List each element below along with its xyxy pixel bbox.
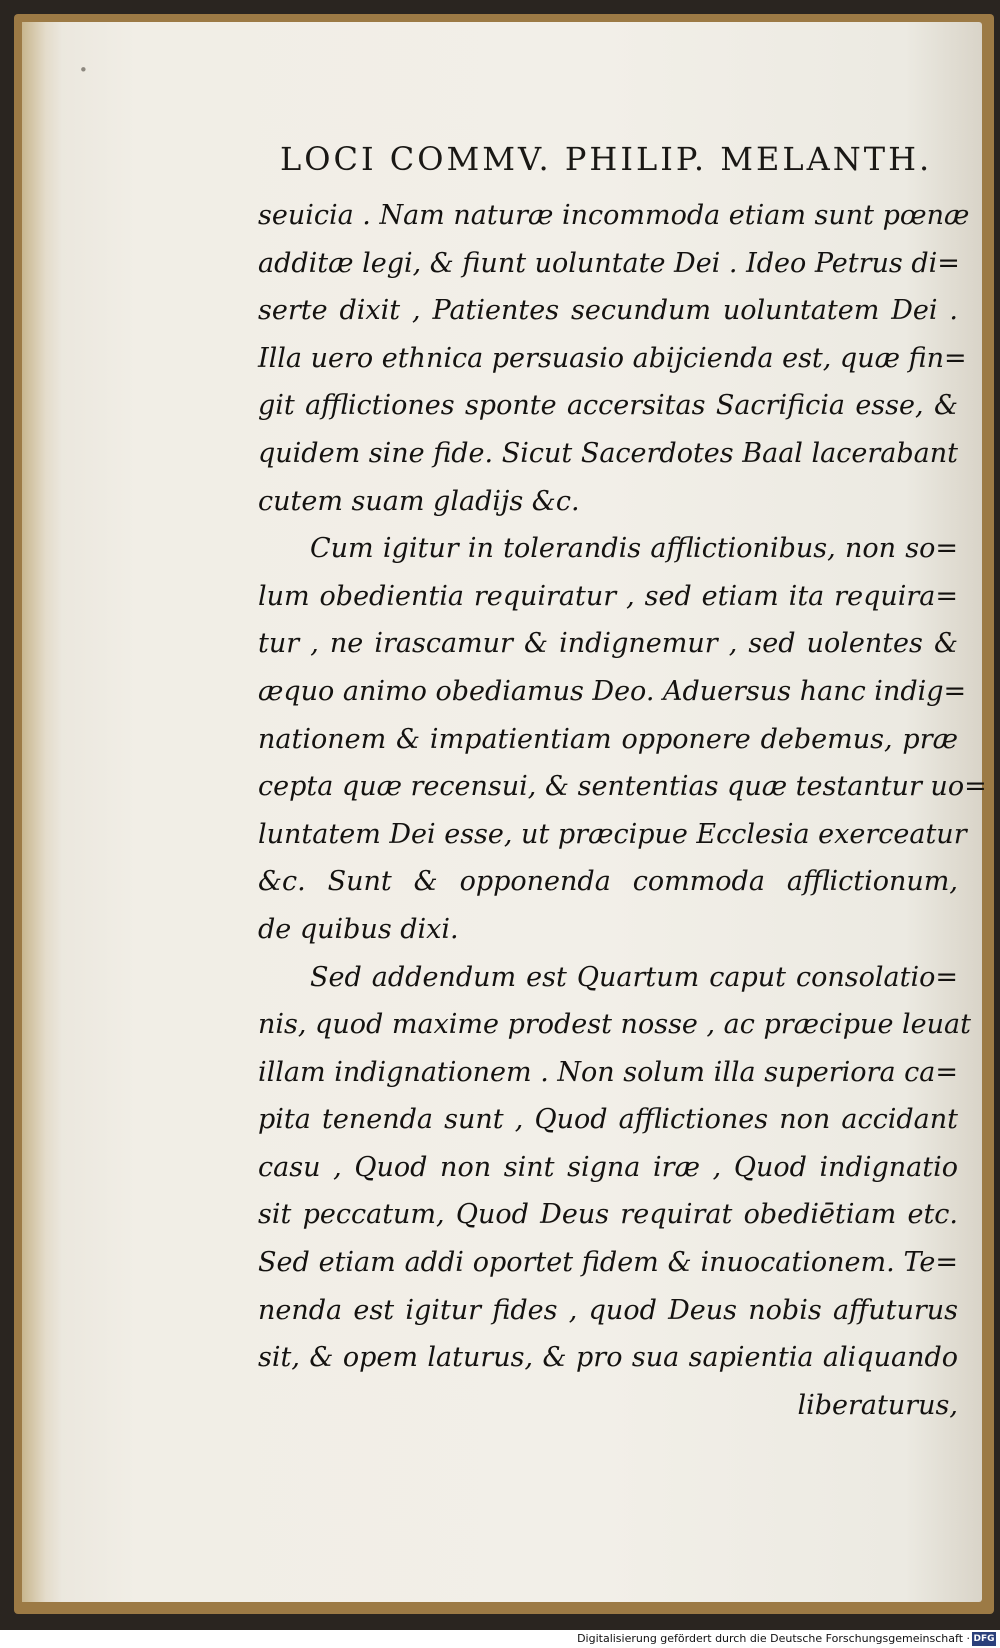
text-line: nenda est igitur fides , quod Deus nobis affuturus <box>258 1294 958 1326</box>
body-text <box>258 192 987 1429</box>
text-line: git afflictiones sponte accersitas Sacrificia esse, & <box>258 390 958 422</box>
text-line: pita tenenda sunt , Quod afflictiones non accidant <box>258 1104 958 1136</box>
text-line: liberaturus, <box>797 1389 958 1421</box>
text-line: lum obedientia requiratur , sed etiam ita requira= <box>258 580 958 612</box>
funding-credit: Digitalisierung gefördert durch die Deutsche Forschungsgemeinschaft · <box>577 1632 970 1645</box>
text-line: sit, & opem laturus, & pro sua sapientia aliquando <box>258 1342 958 1374</box>
text-line: nis, quod maxime prodest nosse , ac præcipue leuat <box>258 1009 971 1041</box>
text-line: tur , ne irascamur & indignemur , sed uolentes & <box>258 628 958 660</box>
text-line: casu , Quod non sint signa iræ , Quod indignatio <box>258 1151 958 1183</box>
ink-smudge: · <box>78 50 129 90</box>
text-line: Illa uero ethnica persuasio abijcienda est, quæ fin= <box>258 342 967 374</box>
text-line: seuicia . Nam naturæ incommoda etiam sunt pœnæ <box>258 200 970 231</box>
text-line: luntatem Dei esse, ut præcipue Ecclesia exerceatur <box>258 818 967 850</box>
text-line: æquo animo obediamus Deo. Aduersus hanc indig= <box>258 675 967 707</box>
text-line: quidem sine fide. Sicut Sacerdotes Baal lacerabant <box>258 437 958 469</box>
text-line: Cum igitur in tolerandis afflictionibus, non so= <box>310 533 958 565</box>
text-line: Sed etiam addi oportet fidem & inuocationem. Te= <box>258 1247 958 1279</box>
page-gutter <box>22 22 62 1602</box>
text-line: &c. Sunt & opponenda commoda afflictionum, <box>258 866 958 898</box>
text-line: sit peccatum, Quod Deus requirat obediētiam etc. <box>258 1199 958 1231</box>
text-line: cepta quæ recensui, & sententias quæ testantur uo= <box>258 771 987 803</box>
text-line: de quibus dixi. <box>258 913 459 945</box>
text-line: serte dixit , Patientes secundum uoluntatem Dei . <box>258 295 958 327</box>
text-line: cutem suam gladijs &c. <box>258 485 580 517</box>
dfg-logo: DFG <box>973 1634 995 1644</box>
text-line: Sed addendum est Quartum caput consolatio= <box>310 961 958 993</box>
running-header: LOCI COMMV. PHILIP. MELANTH. <box>280 140 933 178</box>
text-line: illam indignationem . Non solum illa superiora ca= <box>258 1056 958 1088</box>
text-line: nationem & impatientiam opponere debemus, præ <box>258 723 958 755</box>
text-line: additæ legi, & fiunt uoluntate Dei . Ideo Petrus di= <box>258 247 960 279</box>
